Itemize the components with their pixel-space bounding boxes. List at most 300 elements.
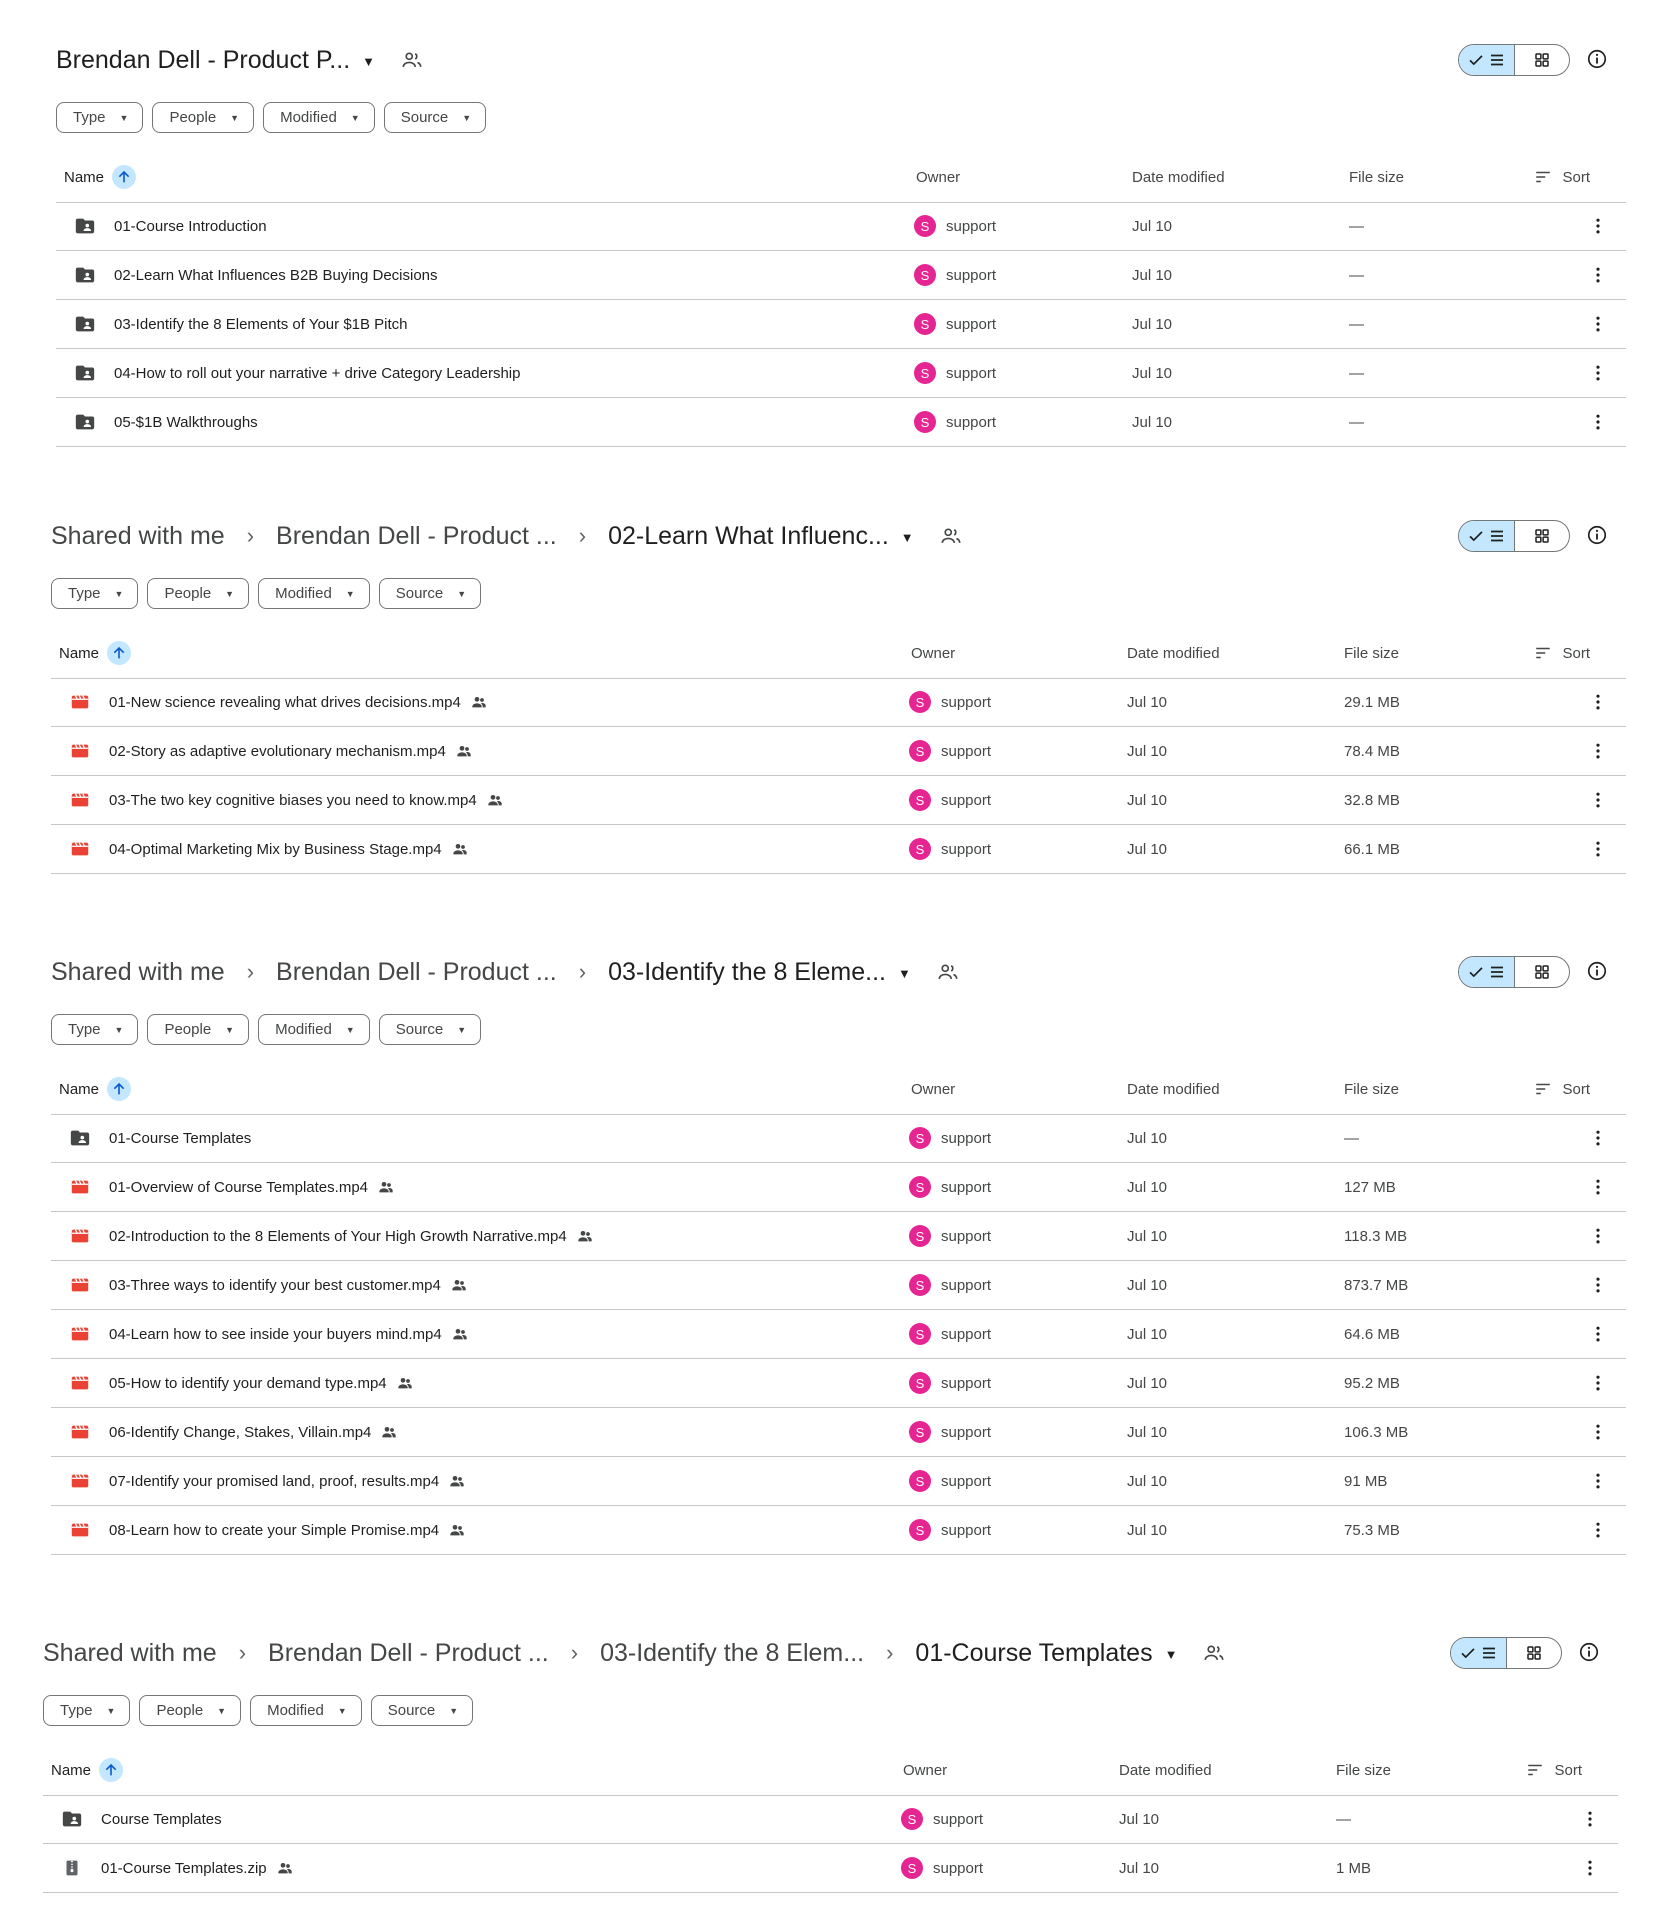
view-toggle bbox=[1458, 520, 1570, 552]
folder-menu-dropdown-icon[interactable]: ▼ bbox=[362, 53, 376, 69]
owner-cell bbox=[914, 398, 996, 446]
filter-modified-chip[interactable] bbox=[258, 578, 370, 609]
date-modified-cell: Jul 10 bbox=[1127, 791, 1168, 809]
more-actions-icon[interactable] bbox=[1588, 1275, 1608, 1295]
date-modified-cell: Jul 10 bbox=[1127, 742, 1168, 760]
filter-source-chip[interactable] bbox=[379, 578, 481, 609]
dropdown-arrow-icon: ▼ bbox=[119, 112, 129, 123]
date-modified-cell: Jul 10 bbox=[1132, 315, 1173, 333]
table-header bbox=[51, 628, 1626, 679]
more-actions-icon[interactable] bbox=[1588, 1177, 1608, 1197]
view-toggle bbox=[1458, 44, 1570, 76]
owner-name: support bbox=[941, 1227, 992, 1245]
file-name-cell bbox=[69, 727, 472, 775]
dropdown-arrow-icon: ▼ bbox=[350, 112, 360, 123]
file-name-cell bbox=[69, 825, 468, 873]
view-toggle bbox=[1458, 956, 1570, 988]
file-row[interactable] bbox=[43, 1844, 1618, 1893]
filter-label: Source bbox=[395, 585, 444, 602]
file-row[interactable] bbox=[56, 251, 1626, 300]
filter-source-chip[interactable] bbox=[371, 1695, 473, 1726]
more-actions-icon[interactable] bbox=[1588, 216, 1608, 236]
filter-label: Type bbox=[68, 585, 101, 602]
owner-name: support bbox=[941, 742, 992, 760]
file-size-cell: — bbox=[1349, 413, 1364, 431]
panel-root-folder bbox=[56, 30, 1626, 431]
owner-name: support bbox=[946, 364, 997, 382]
owner-cell bbox=[909, 1261, 991, 1309]
video-file-icon bbox=[69, 838, 91, 860]
list-view-button[interactable] bbox=[1459, 45, 1515, 75]
date-modified-cell: Jul 10 bbox=[1127, 1472, 1168, 1490]
avatar: S bbox=[909, 740, 931, 762]
file-size-cell: — bbox=[1349, 266, 1364, 284]
sort-ascending-icon[interactable] bbox=[99, 1758, 123, 1782]
column-name-header[interactable] bbox=[64, 152, 136, 202]
shared-people-icon bbox=[368, 1179, 394, 1195]
filter-label: Type bbox=[68, 1021, 101, 1038]
avatar: S bbox=[901, 1857, 923, 1879]
more-actions-icon[interactable] bbox=[1588, 363, 1608, 383]
file-name: 02-Introduction to the 8 Elements of Your High Growth Narrative.mp4 bbox=[109, 1227, 567, 1245]
dropdown-arrow-icon: ▼ bbox=[462, 112, 472, 123]
avatar: S bbox=[914, 411, 936, 433]
file-row[interactable] bbox=[51, 1310, 1626, 1359]
filter-people-chip[interactable] bbox=[147, 1014, 249, 1045]
owner-cell bbox=[909, 1506, 991, 1554]
file-name-cell bbox=[69, 1310, 468, 1358]
owner-name: support bbox=[946, 266, 997, 284]
table-header bbox=[51, 1064, 1626, 1115]
filter-type-chip[interactable] bbox=[43, 1695, 130, 1726]
filter-label: People bbox=[164, 585, 212, 602]
breadcrumb-item-brendan-dell-product[interactable]: Brendan Dell - Product ... bbox=[276, 521, 557, 550]
chevron-right-icon: › bbox=[570, 1640, 579, 1665]
filter-label: Type bbox=[73, 109, 106, 126]
column-date-modified-header[interactable]: Date modified bbox=[1127, 644, 1220, 662]
file-size-cell: — bbox=[1349, 315, 1364, 333]
video-file-icon bbox=[69, 691, 91, 713]
column-file-size-header[interactable]: File size bbox=[1349, 168, 1405, 186]
column-name-header[interactable] bbox=[59, 1064, 131, 1114]
file-size-cell: — bbox=[1349, 364, 1364, 382]
breadcrumb-item-shared-with-me[interactable]: Shared with me bbox=[51, 521, 225, 550]
dropdown-arrow-icon: ▼ bbox=[114, 588, 124, 599]
file-name: 07-Identify your promised land, proof, results.mp4 bbox=[109, 1472, 440, 1490]
filter-modified-chip[interactable] bbox=[250, 1695, 362, 1726]
date-modified-cell: Jul 10 bbox=[1127, 1374, 1168, 1392]
owner-name: support bbox=[941, 1521, 992, 1539]
owner-name: support bbox=[941, 1472, 992, 1490]
file-list bbox=[51, 678, 1626, 874]
file-list bbox=[43, 1795, 1618, 1893]
sort-label: Sort bbox=[1562, 168, 1590, 186]
dropdown-arrow-icon: ▼ bbox=[449, 1705, 459, 1716]
breadcrumb-item-shared-with-me[interactable]: Shared with me bbox=[51, 957, 225, 986]
column-name-header[interactable] bbox=[59, 628, 131, 678]
more-actions-icon[interactable] bbox=[1588, 265, 1608, 285]
owner-cell bbox=[901, 1844, 983, 1892]
shared-people-icon bbox=[442, 841, 468, 857]
shared-folder-icon bbox=[61, 1808, 83, 1830]
more-actions-icon[interactable] bbox=[1588, 1128, 1608, 1148]
avatar: S bbox=[909, 838, 931, 860]
shared-status-icon bbox=[401, 49, 423, 71]
filter-chips bbox=[51, 1014, 481, 1045]
filter-type-chip[interactable] bbox=[51, 1014, 138, 1045]
column-date-modified-header[interactable]: Date modified bbox=[1119, 1761, 1212, 1779]
breadcrumb bbox=[43, 1623, 1225, 1683]
grid-view-button[interactable] bbox=[1515, 521, 1570, 551]
file-size-cell: — bbox=[1349, 217, 1364, 235]
column-file-size-header[interactable]: File size bbox=[1336, 1761, 1392, 1779]
owner-name: support bbox=[941, 1178, 992, 1196]
owner-cell bbox=[909, 776, 991, 824]
file-name: 04-How to roll out your narrative + drive Category Leadership bbox=[114, 364, 521, 382]
owner-cell bbox=[909, 727, 991, 775]
chevron-right-icon: › bbox=[886, 1640, 894, 1665]
file-size-cell: 75.3 MB bbox=[1344, 1521, 1400, 1539]
sort-ascending-icon[interactable] bbox=[112, 165, 136, 189]
file-name: 03-Three ways to identify your best customer.mp4 bbox=[109, 1276, 441, 1294]
file-row[interactable] bbox=[51, 1359, 1626, 1408]
filter-chips bbox=[43, 1695, 473, 1726]
more-actions-icon[interactable] bbox=[1588, 1520, 1608, 1540]
file-name: 05-How to identify your demand type.mp4 bbox=[109, 1374, 387, 1392]
current-folder-title[interactable]: 01-Course Templates bbox=[915, 1638, 1153, 1667]
owner-cell bbox=[901, 1795, 983, 1843]
file-row[interactable] bbox=[51, 825, 1626, 874]
column-owner-header: Owner bbox=[911, 644, 956, 662]
owner-cell bbox=[914, 202, 996, 250]
more-actions-icon[interactable] bbox=[1588, 1373, 1608, 1393]
shared-status-icon bbox=[1203, 1642, 1225, 1664]
column-name-label: Name bbox=[64, 168, 105, 186]
video-file-icon bbox=[69, 1470, 91, 1492]
shared-folder-icon bbox=[74, 264, 96, 286]
avatar: S bbox=[909, 1127, 931, 1149]
file-row[interactable] bbox=[43, 1795, 1618, 1844]
table-header bbox=[56, 152, 1626, 203]
current-folder-title[interactable]: Brendan Dell - Product P... bbox=[56, 45, 351, 74]
avatar: S bbox=[909, 1323, 931, 1345]
list-view-button[interactable] bbox=[1459, 521, 1515, 551]
breadcrumb-item-brendan-dell-product[interactable]: Brendan Dell - Product ... bbox=[268, 1638, 549, 1667]
video-file-icon bbox=[69, 1372, 91, 1394]
column-date-modified-header[interactable]: Date modified bbox=[1127, 1080, 1220, 1098]
column-name-header[interactable] bbox=[51, 1745, 123, 1795]
file-name: 03-Identify the 8 Elements of Your $1B Pitch bbox=[114, 315, 408, 333]
zip-file-icon bbox=[61, 1857, 83, 1879]
file-list bbox=[51, 1114, 1626, 1555]
file-size-cell: 91 MB bbox=[1344, 1472, 1388, 1490]
breadcrumb bbox=[51, 506, 962, 566]
more-actions-icon[interactable] bbox=[1588, 412, 1608, 432]
date-modified-cell: Jul 10 bbox=[1127, 840, 1168, 858]
file-row[interactable] bbox=[56, 300, 1626, 349]
video-file-icon bbox=[69, 1274, 91, 1296]
sort-button[interactable] bbox=[1534, 628, 1590, 678]
folder-menu-dropdown-icon[interactable]: ▼ bbox=[1164, 1646, 1178, 1662]
shared-people-icon bbox=[267, 1860, 293, 1876]
avatar: S bbox=[901, 1808, 923, 1830]
dropdown-arrow-icon: ▼ bbox=[457, 1024, 467, 1035]
folder-menu-dropdown-icon[interactable]: ▼ bbox=[898, 965, 911, 981]
breadcrumb-item-brendan-dell-product[interactable]: Brendan Dell - Product ... bbox=[276, 957, 557, 986]
avatar: S bbox=[909, 691, 931, 713]
avatar: S bbox=[909, 1225, 931, 1247]
filter-source-chip[interactable] bbox=[384, 102, 486, 133]
more-actions-icon[interactable] bbox=[1580, 1858, 1600, 1878]
file-name-cell bbox=[74, 398, 258, 446]
info-icon[interactable] bbox=[1586, 48, 1608, 70]
file-row[interactable] bbox=[51, 727, 1626, 776]
owner-cell bbox=[914, 349, 996, 397]
folder-header bbox=[56, 30, 1626, 90]
file-name-cell bbox=[69, 776, 503, 824]
filter-source-chip[interactable] bbox=[379, 1014, 481, 1045]
more-actions-icon[interactable] bbox=[1588, 790, 1608, 810]
date-modified-cell: Jul 10 bbox=[1127, 1423, 1168, 1441]
date-modified-cell: Jul 10 bbox=[1132, 413, 1173, 431]
sort-button[interactable] bbox=[1534, 1064, 1590, 1114]
breadcrumb-item-03-identify-the-8-elem[interactable]: 03-Identify the 8 Elem... bbox=[600, 1638, 865, 1667]
shared-folder-icon bbox=[74, 411, 96, 433]
owner-cell bbox=[914, 251, 996, 299]
file-row[interactable] bbox=[51, 1212, 1626, 1261]
filter-label: Source bbox=[395, 1021, 444, 1038]
filter-type-chip[interactable] bbox=[51, 578, 138, 609]
more-actions-icon[interactable] bbox=[1588, 1422, 1608, 1442]
file-name-cell bbox=[74, 349, 520, 397]
date-modified-cell: Jul 10 bbox=[1127, 1276, 1168, 1294]
sort-label: Sort bbox=[1562, 644, 1590, 662]
chevron-right-icon: › bbox=[246, 523, 255, 548]
more-actions-icon[interactable] bbox=[1588, 839, 1608, 859]
owner-cell bbox=[909, 1114, 991, 1162]
column-file-size-header[interactable]: File size bbox=[1344, 644, 1400, 662]
shared-people-icon bbox=[439, 1473, 465, 1489]
owner-name: support bbox=[941, 1374, 992, 1392]
filter-people-chip[interactable] bbox=[147, 578, 249, 609]
file-name: 06-Identify Change, Stakes, Villain.mp4 bbox=[109, 1423, 372, 1441]
owner-cell bbox=[909, 1310, 991, 1358]
filter-type-chip[interactable] bbox=[56, 102, 143, 133]
file-name-cell bbox=[69, 1163, 394, 1211]
avatar: S bbox=[909, 1274, 931, 1296]
sort-ascending-icon[interactable] bbox=[107, 641, 131, 665]
filter-people-chip[interactable] bbox=[152, 102, 254, 133]
file-list bbox=[56, 202, 1626, 447]
owner-name: support bbox=[946, 315, 997, 333]
file-name: 03-The two key cognitive biases you need to know.mp4 bbox=[109, 791, 477, 809]
info-icon[interactable] bbox=[1586, 524, 1608, 546]
file-name-cell bbox=[74, 202, 267, 250]
file-row[interactable] bbox=[51, 1457, 1626, 1506]
owner-cell bbox=[909, 1457, 991, 1505]
shared-folder-icon bbox=[74, 215, 96, 237]
filter-label: Source bbox=[400, 109, 449, 126]
file-size-cell: 66.1 MB bbox=[1344, 840, 1400, 858]
shared-status-icon bbox=[940, 525, 962, 547]
chevron-right-icon: › bbox=[578, 959, 587, 984]
owner-name: support bbox=[941, 840, 992, 858]
file-name-cell bbox=[69, 1359, 413, 1407]
list-view-button[interactable] bbox=[1459, 957, 1515, 987]
file-row[interactable] bbox=[56, 349, 1626, 398]
owner-name: support bbox=[933, 1810, 984, 1828]
dropdown-arrow-icon: ▼ bbox=[337, 1705, 347, 1716]
more-actions-icon[interactable] bbox=[1580, 1809, 1600, 1829]
shared-people-icon bbox=[442, 1326, 468, 1342]
dropdown-arrow-icon: ▼ bbox=[225, 1024, 235, 1035]
sort-label: Sort bbox=[1562, 1080, 1590, 1098]
filter-chips bbox=[56, 102, 486, 133]
table-header bbox=[43, 1745, 1618, 1796]
filter-label: Modified bbox=[275, 1021, 332, 1038]
video-file-icon bbox=[69, 1323, 91, 1345]
file-name: 01-Course Templates.zip bbox=[101, 1859, 267, 1877]
file-name-cell bbox=[61, 1795, 222, 1843]
shared-folder-icon bbox=[74, 313, 96, 335]
grid-view-button[interactable] bbox=[1507, 1638, 1562, 1668]
avatar: S bbox=[909, 1470, 931, 1492]
file-row[interactable] bbox=[51, 776, 1626, 825]
shared-people-icon bbox=[567, 1228, 593, 1244]
filter-label: Modified bbox=[267, 1702, 324, 1719]
file-name-cell bbox=[69, 1114, 251, 1162]
current-folder-title[interactable]: 02-Learn What Influenc... bbox=[608, 521, 889, 550]
view-toggle bbox=[1450, 1637, 1562, 1669]
file-name: 02-Story as adaptive evolutionary mechanism.mp4 bbox=[109, 742, 446, 760]
info-icon[interactable] bbox=[1586, 960, 1608, 982]
date-modified-cell: Jul 10 bbox=[1132, 217, 1173, 235]
more-actions-icon[interactable] bbox=[1588, 1226, 1608, 1246]
file-size-cell: 29.1 MB bbox=[1344, 693, 1400, 711]
folder-header bbox=[51, 506, 1626, 566]
column-name-label: Name bbox=[59, 1080, 100, 1098]
shared-people-icon bbox=[371, 1424, 397, 1440]
file-size-cell: 32.8 MB bbox=[1344, 791, 1400, 809]
grid-view-button[interactable] bbox=[1515, 45, 1570, 75]
panel-learn-folder bbox=[51, 506, 1626, 858]
info-icon[interactable] bbox=[1578, 1641, 1600, 1663]
owner-cell bbox=[914, 300, 996, 348]
file-row[interactable] bbox=[51, 1114, 1626, 1163]
date-modified-cell: Jul 10 bbox=[1127, 1129, 1168, 1147]
file-name: 01-Course Templates bbox=[109, 1129, 252, 1147]
file-name-cell bbox=[69, 678, 487, 726]
file-name: 01-New science revealing what drives decisions.mp4 bbox=[109, 693, 461, 711]
filter-label: Type bbox=[60, 1702, 93, 1719]
panel-identify-folder bbox=[51, 942, 1626, 1539]
owner-name: support bbox=[933, 1859, 984, 1877]
file-name-cell bbox=[74, 300, 408, 348]
filter-label: Source bbox=[387, 1702, 436, 1719]
more-actions-icon[interactable] bbox=[1588, 692, 1608, 712]
filter-people-chip[interactable] bbox=[139, 1695, 241, 1726]
video-file-icon bbox=[69, 740, 91, 762]
date-modified-cell: Jul 10 bbox=[1132, 364, 1173, 382]
filter-label: Modified bbox=[280, 109, 337, 126]
chevron-right-icon: › bbox=[238, 1640, 247, 1665]
grid-view-button[interactable] bbox=[1515, 957, 1570, 987]
file-name: 05-$1B Walkthroughs bbox=[114, 413, 258, 431]
current-folder-title[interactable]: 03-Identify the 8 Eleme... bbox=[608, 957, 886, 986]
column-file-size-header[interactable]: File size bbox=[1344, 1080, 1400, 1098]
video-file-icon bbox=[69, 1519, 91, 1541]
file-name-cell bbox=[69, 1457, 465, 1505]
dropdown-arrow-icon: ▼ bbox=[114, 1024, 124, 1035]
column-name-label: Name bbox=[51, 1761, 92, 1779]
sort-button[interactable] bbox=[1534, 152, 1590, 202]
file-name: 02-Learn What Influences B2B Buying Decisions bbox=[114, 266, 438, 284]
shared-people-icon bbox=[477, 792, 503, 808]
more-actions-icon[interactable] bbox=[1588, 314, 1608, 334]
file-name-cell bbox=[61, 1844, 293, 1892]
video-file-icon bbox=[69, 1421, 91, 1443]
file-size-cell: 118.3 MB bbox=[1344, 1227, 1408, 1245]
filter-modified-chip[interactable] bbox=[263, 102, 375, 133]
folder-menu-dropdown-icon[interactable]: ▼ bbox=[900, 529, 914, 545]
more-actions-icon[interactable] bbox=[1588, 1471, 1608, 1491]
column-owner-header: Owner bbox=[911, 1080, 956, 1098]
date-modified-cell: Jul 10 bbox=[1132, 266, 1173, 284]
more-actions-icon[interactable] bbox=[1588, 1324, 1608, 1344]
shared-people-icon bbox=[441, 1277, 467, 1293]
file-size-cell: 873.7 MB bbox=[1344, 1276, 1409, 1294]
date-modified-cell: Jul 10 bbox=[1127, 693, 1168, 711]
sort-ascending-icon[interactable] bbox=[107, 1077, 131, 1101]
shared-people-icon bbox=[446, 743, 472, 759]
file-row[interactable] bbox=[51, 1506, 1626, 1555]
file-name-cell bbox=[69, 1408, 397, 1456]
file-row[interactable] bbox=[51, 1408, 1626, 1457]
file-row[interactable] bbox=[51, 678, 1626, 727]
file-name-cell bbox=[74, 251, 438, 299]
breadcrumb-item-shared-with-me[interactable]: Shared with me bbox=[43, 1638, 217, 1667]
avatar: S bbox=[914, 362, 936, 384]
date-modified-cell: Jul 10 bbox=[1127, 1178, 1168, 1196]
shared-status-icon bbox=[937, 961, 959, 983]
file-size-cell: 106.3 MB bbox=[1344, 1423, 1409, 1441]
file-row[interactable] bbox=[51, 1163, 1626, 1212]
column-date-modified-header[interactable]: Date modified bbox=[1132, 168, 1225, 186]
file-row[interactable] bbox=[56, 398, 1626, 447]
date-modified-cell: Jul 10 bbox=[1119, 1859, 1160, 1877]
date-modified-cell: Jul 10 bbox=[1127, 1227, 1168, 1245]
file-row[interactable] bbox=[51, 1261, 1626, 1310]
breadcrumb bbox=[51, 942, 959, 1002]
file-row[interactable] bbox=[56, 202, 1626, 251]
shared-folder-icon bbox=[74, 362, 96, 384]
owner-name: support bbox=[941, 1276, 992, 1294]
sort-button[interactable] bbox=[1526, 1745, 1582, 1795]
more-actions-icon[interactable] bbox=[1588, 741, 1608, 761]
owner-cell bbox=[909, 1408, 991, 1456]
owner-cell bbox=[909, 678, 991, 726]
owner-cell bbox=[909, 1359, 991, 1407]
chevron-right-icon: › bbox=[246, 959, 255, 984]
shared-people-icon bbox=[439, 1522, 465, 1538]
file-name-cell bbox=[69, 1212, 593, 1260]
owner-name: support bbox=[941, 791, 992, 809]
filter-label: People bbox=[164, 1021, 212, 1038]
filter-modified-chip[interactable] bbox=[258, 1014, 370, 1045]
dropdown-arrow-icon: ▼ bbox=[457, 588, 467, 599]
list-view-button[interactable] bbox=[1451, 1638, 1507, 1668]
file-size-cell: 1 MB bbox=[1336, 1859, 1372, 1877]
